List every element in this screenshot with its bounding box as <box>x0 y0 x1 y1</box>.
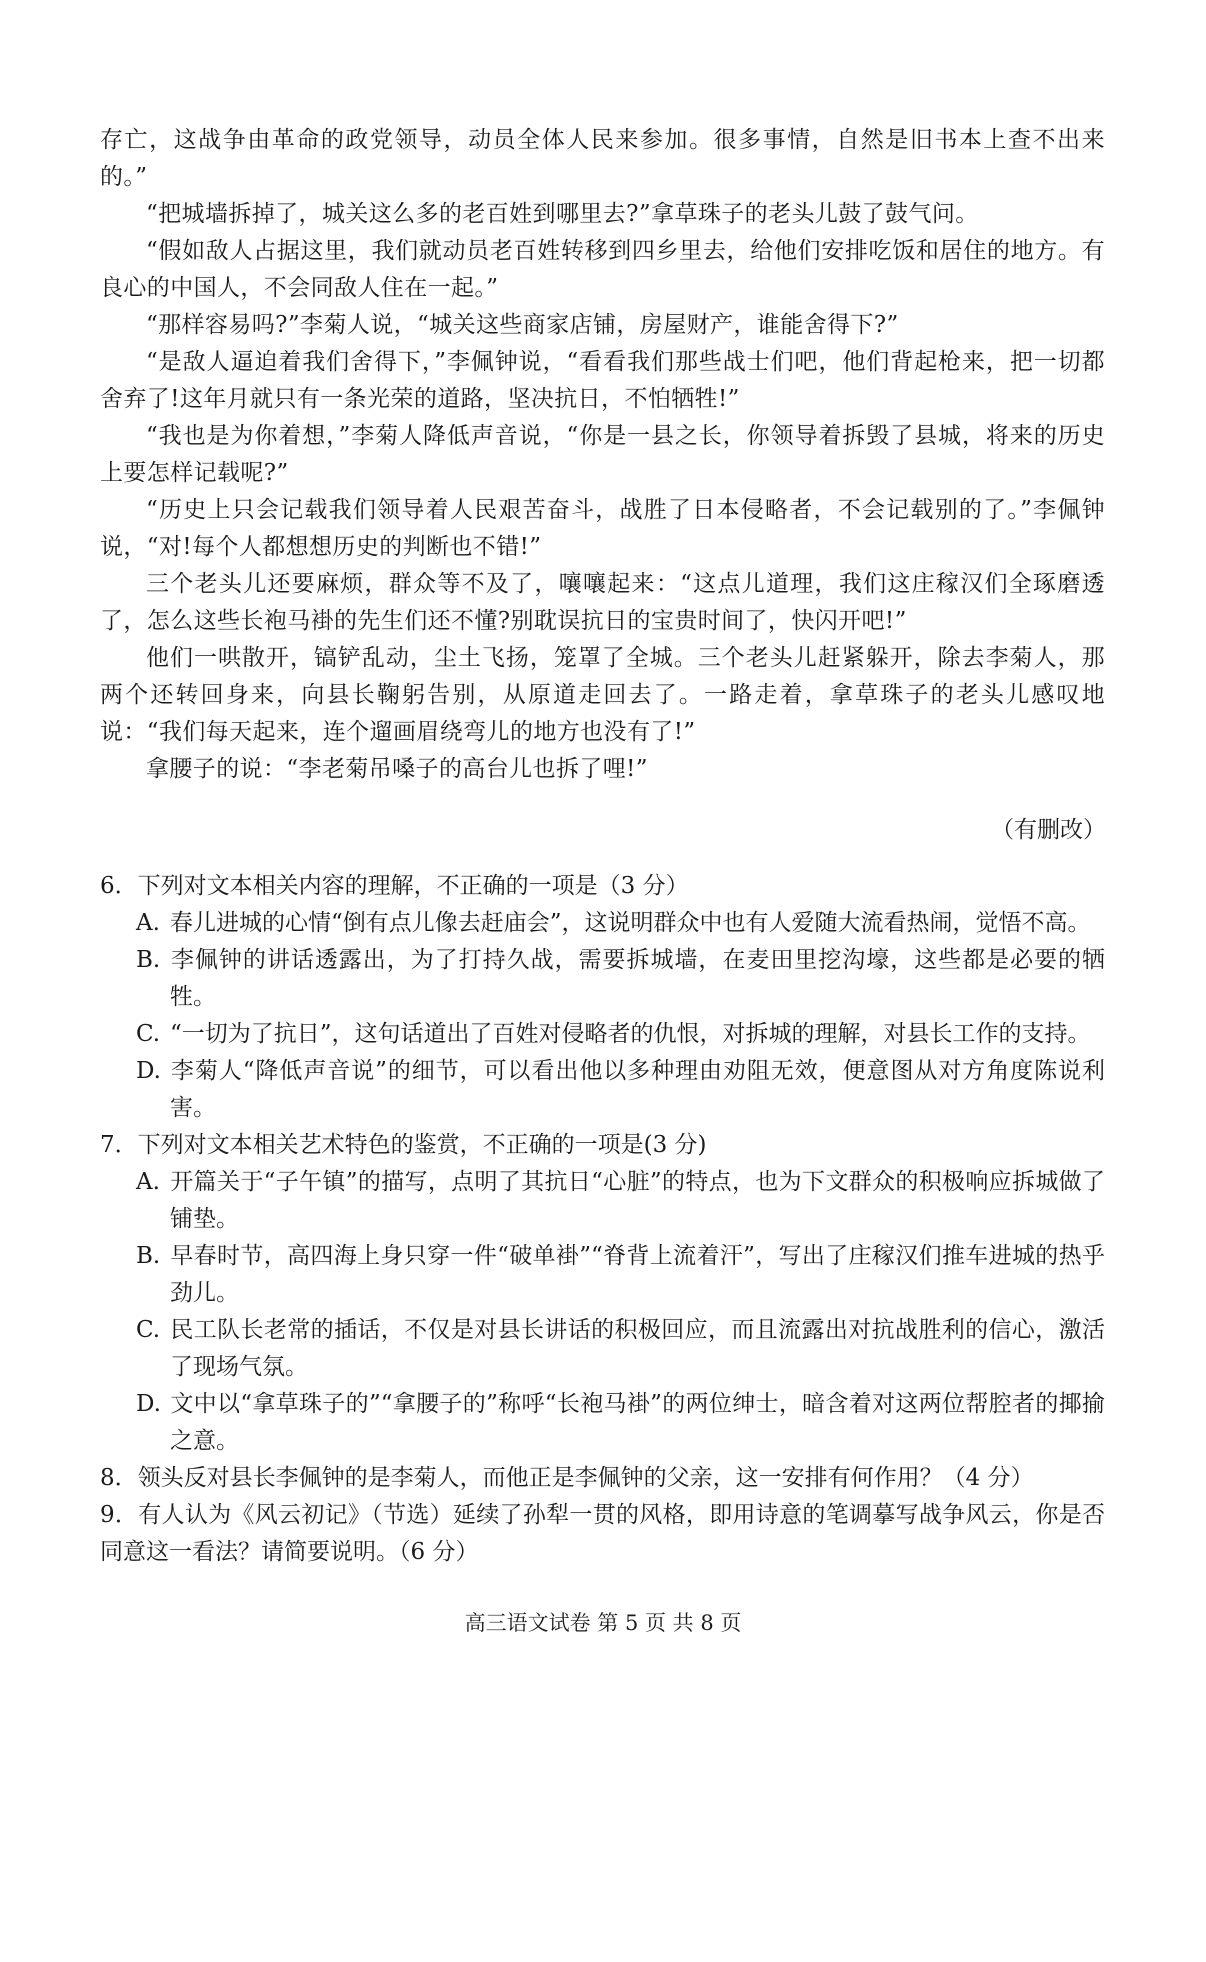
story-paragraph: 拿腰子的说：“李老菊吊嗓子的高台儿也拆了哩!” <box>146 756 648 782</box>
answer-option <box>100 1386 1105 1460</box>
question-7 <box>100 1127 1105 1460</box>
option-text: 开篇关于“子午镇”的描写，点明了其抗日“心脏”的特点，也为下文群众的积极响应拆城做了铺垫。 <box>170 1169 1105 1232</box>
option-letter: B. <box>136 947 161 973</box>
story-paragraph: “假如敌人占据这里，我们就动员老百姓转移到四乡里去，给他们安排吃饭和居住的地方。有良心的中国人，不会同敌人住在一起。” <box>100 238 1105 301</box>
story-paragraph: “那样容易吗?”李菊人说，“城关这些商家店铺，房屋财产，谁能舍得下?” <box>146 312 899 338</box>
option-text: 春儿进城的心情“倒有点儿像去赶庙会”，这说明群众中也有人爱随大流看热闹，觉悟不高。 <box>170 910 1091 936</box>
story-paragraph: “历史上只会记载我们领导着人民艰苦奋斗，战胜了日本侵略者，不会记载别的了。”李佩钟说，“对!每个人都想想历史的判断也不错!” <box>100 497 1105 560</box>
story-paragraph: “我也是为你着想，”李菊人降低声音说，“你是一县之长，你领导着拆毁了县城，将来的历史上要怎样记载呢?” <box>100 423 1105 486</box>
answer-option <box>100 905 1105 942</box>
story-paragraph: “是敌人逼迫着我们舍得下，”李佩钟说，“看看我们那些战士们吧，他们背起枪来，把一切都舍弃了!这年月就只有一条光荣的道路，坚决抗日，不怕牺牲!” <box>100 349 1105 412</box>
story-paragraph: “把城墙拆掉了，城关这么多的老百姓到哪里去?”拿草珠子的老头儿鼓了鼓气问。 <box>146 201 979 227</box>
option-text: “一切为了抗日”，这句话道出了百姓对侵略者的仇恨，对拆城的理解，对县长工作的支持。 <box>170 1021 1091 1047</box>
answer-option <box>100 1016 1105 1053</box>
story-excerpt <box>100 122 1105 788</box>
option-text: 早春时节，高四海上身只穿一件“破单褂”“脊背上流着汗”，写出了庄稼汉们推车进城的热乎劲儿。 <box>170 1243 1105 1306</box>
story-paragraph: 存亡，这战争由革命的政党领导，动员全体人民来参加。很多事情，自然是旧书本上查不出来的。” <box>100 127 1105 190</box>
option-letter: C. <box>136 1021 161 1047</box>
option-letter: D. <box>136 1058 161 1084</box>
questions-section <box>100 868 1105 1571</box>
option-text: 文中以“拿草珠子的”“拿腰子的”称呼“长袍马褂”的两位绅士，暗含着对这两位帮腔者的揶揄之意。 <box>170 1391 1105 1454</box>
option-text: 李菊人“降低声音说”的细节，可以看出他以多种理由劝阻无效，便意图从对方角度陈说利害。 <box>170 1058 1105 1121</box>
answer-option <box>100 1312 1105 1386</box>
question-stem: 6．下列对文本相关内容的理解，不正确的一项是（3 分） <box>100 873 689 899</box>
option-letter: A. <box>136 910 160 936</box>
question-6 <box>100 868 1105 1127</box>
option-letter: C. <box>136 1317 161 1343</box>
option-text: 李佩钟的讲话透露出，为了打持久战，需要拆城墙，在麦田里挖沟壕，这些都是必要的牺牲。 <box>170 947 1105 1010</box>
question-8 <box>100 1460 1105 1497</box>
question-stem: 9．有人认为《风云初记》（节选）延续了孙犁一贯的风格，即用诗意的笔调摹写战争风云，你是否同意这一看法？请简要说明。（6 分） <box>100 1502 1105 1565</box>
answer-option <box>100 1164 1105 1238</box>
question-stem: 7．下列对文本相关艺术特色的鉴赏，不正确的一项是(3 分) <box>100 1132 707 1158</box>
question-9 <box>100 1497 1105 1571</box>
question-stem: 8．领头反对县长李佩钟的是李菊人，而他正是李佩钟的父亲，这一安排有何作用？（4 分） <box>100 1465 1034 1491</box>
answer-option <box>100 1238 1105 1312</box>
abridged-note: （有删改） <box>991 817 1106 843</box>
answer-option <box>100 1053 1105 1127</box>
answer-option <box>100 942 1105 1016</box>
story-paragraph: 他们一哄散开，镐铲乱动，尘土飞扬，笼罩了全城。三个老头儿赶紧躲开，除去李菊人，那两个还转回身来，向县长鞠躬告别，从原道走回去了。一路走着，拿草珠子的老头儿感叹地说：“我们每天起来，连个遛画眉绕弯儿的地方也没有了!” <box>100 645 1105 745</box>
page-footer: 高三语文试卷 第 5 页 共 8 页 <box>464 1611 742 1635</box>
option-letter: A. <box>136 1169 160 1195</box>
option-text: 民工队长老常的插话，不仅是对县长讲话的积极回应，而且流露出对抗战胜利的信心，激活了现场气氛。 <box>170 1317 1105 1380</box>
option-letter: D. <box>136 1391 161 1417</box>
story-paragraph: 三个老头儿还要麻烦，群众等不及了，嚷嚷起来：“这点儿道理，我们这庄稼汉们全琢磨透了，怎么这些长袍马褂的先生们还不懂?别耽误抗日的宝贵时间了，快闪开吧!” <box>100 571 1105 634</box>
option-letter: B. <box>136 1243 161 1269</box>
